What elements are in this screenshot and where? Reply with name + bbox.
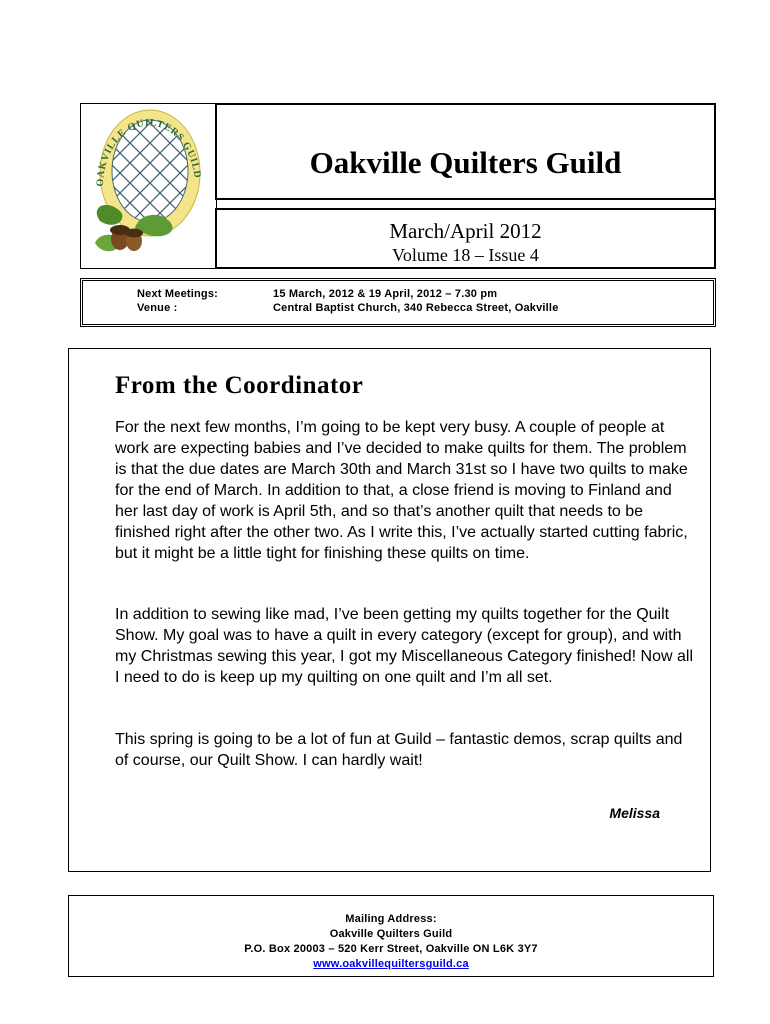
issue-date: March/April 2012 [389,219,542,243]
meetings-box [80,278,716,327]
coordinator-article [68,348,711,872]
issue-volume: Volume 18 – Issue 4 [392,245,539,265]
coordinator-paragraph-3: This spring is going to be a lot of fun at Guild – fantastic demos, scrap quilts and of course, our Quilt Show. I can hardly wait! [115,731,683,769]
mailing-address-name: Oakville Quilters Guild [329,928,453,940]
mailing-address-box [68,895,714,977]
next-meetings-value: 15 March, 2012 & 19 April, 2012 – 7.30 pm [273,288,498,300]
issue-box [215,208,716,269]
logo-arc-text: OAKVILLE QUILTERS GUILD [94,117,203,187]
website-link[interactable]: www.oakvillequiltersguild.ca [313,958,469,970]
venue-label: Venue : [137,302,178,314]
coordinator-heading: From the Coordinator [115,372,364,399]
mailing-address-heading: Mailing Address: [345,913,437,925]
coordinator-paragraph-2: In addition to sewing like mad, I’ve been getting my quilts together for the Quilt Show. My goal was to have a quilt in every category (except for group), and with my Christmas sewing this year, I got my Miscellaneous Category finished! Now all I need to do is keep up my quilting on one quilt and I’m all set. [115,606,693,686]
venue-value: Central Baptist Church, 340 Rebecca Street, Oakville [273,302,559,314]
next-meetings-label: Next Meetings: [137,288,219,300]
guild-logo-icon [80,103,216,269]
logo-cell [80,103,217,269]
mailing-address-line: P.O. Box 20003 – 520 Kerr Street, Oakville ON L6K 3Y7 [244,943,538,955]
title-box [215,103,716,200]
coordinator-paragraph-1: For the next few months, I’m going to be kept very busy. A couple of people at work are expecting babies and I’ve decided to make quilts for them. The problem is that the due dates are March 30th and March 31st so I have two quilts to make for the end of March. In addition to that, a close friend is moving to Finland and her last day of work is April 5th, and so that’s another quilt that needs to be finished right after the other two. As I write this, I’ve actually started cutting fabric, but it might be a little tight for finishing these quilts on time. [115,419,688,562]
guild-title: Oakville Quilters Guild [309,145,622,180]
coordinator-signature: Melissa [609,805,660,821]
